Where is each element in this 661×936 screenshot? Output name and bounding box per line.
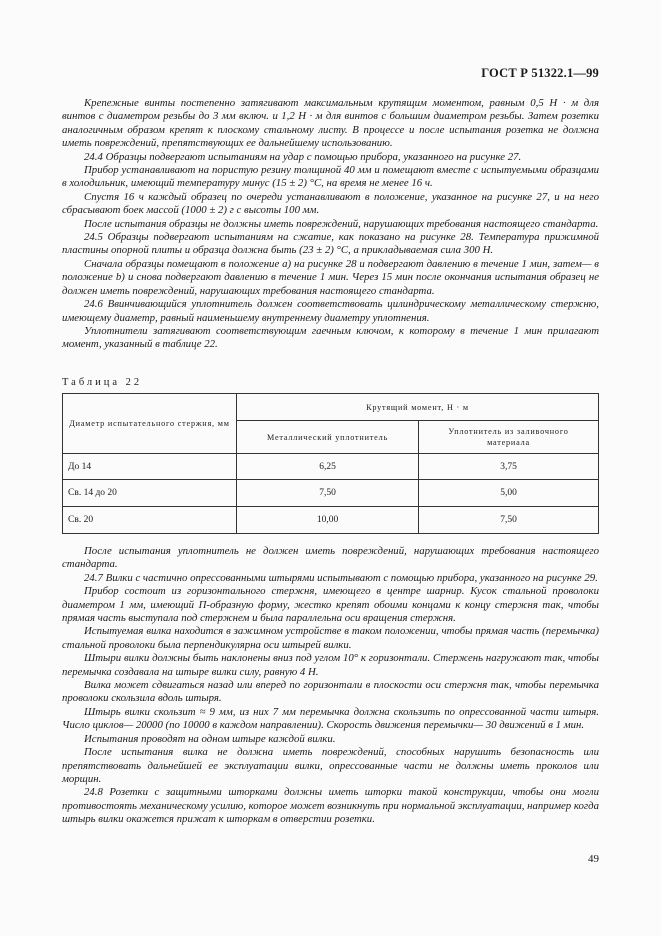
paragraph: 24.5 Образцы подвергают испытаниям на сжатие, как показано на рисунке 28. Температура прижимной пластины опорной плиты и образца должна быть (23 ± 2) °С, а прикладываемая сила 300 Н. — [62, 231, 599, 257]
top-text-block — [62, 97, 599, 352]
paragraph: 24.4 Образцы подвергают испытаниям на удар с помощью прибора, указанного на рисунке 27. — [84, 150, 522, 163]
table-row — [63, 507, 599, 534]
cell-metal: 6,25 — [237, 454, 419, 480]
paragraph: После испытания вилка не должна иметь повреждений, способных нарушить безопасность или препятствовать дальнейшей ее эксплуатации вилки, опрессованные части не должны иметь проколов или морщин. — [62, 746, 599, 785]
paragraph: Испытания проводят на одном штыре каждой вилки. — [84, 732, 336, 745]
header-cast-seal: Уплотнитель из заливочного материала — [419, 421, 599, 454]
cell-metal: 10,00 — [237, 507, 419, 534]
paragraph: Испытуемая вилка находится в зажимном устройстве в таком положении, чтобы прямая часть (перемычка) стальной проволоки была перпендикулярна оси штырей вилки. — [62, 625, 599, 651]
paragraph: Прибор устанавливают на пористую резину толщиной 40 мм и помещают вместе с испытуемыми образцами в холодильник, имеющий температуру минус (15 ± 2) °С, на время не менее 16 ч. — [62, 164, 599, 190]
paragraph: Штырь вилки скользит ≈ 9 мм, из них 7 мм перемычка должна скользить по опрессованной части штыря. Число циклов— 20000 (по 10000 в каждом направлении). Скорость движения перемычки— 30 движений в 1 мин. — [62, 705, 599, 732]
paragraph: 24.6 Ввинчивающийся уплотнитель должен соответствовать цилиндрическому металлическому стержню, имеющему диаметр, равный наименьшему внутреннему диаметру уплотнения. — [62, 298, 599, 324]
paragraph: Вилка может сдвигаться назад или вперед по горизонтали в плоскости оси стержня так, чтобы перемычка проволоки скользила вдоль штыря. — [62, 679, 599, 705]
table-row — [63, 454, 599, 480]
paragraph: Уплотнители затягивают соответствующим гаечным ключом, к которому в течение 1 мин прилагают момент, указанный в таблице 22. — [62, 324, 599, 351]
torque-table — [62, 393, 599, 534]
paragraph: Крепежные винты постепенно затягивают максимальным крутящим моментом, равным 0,5 Н · м для винтов с диаметром резьбы до 3 мм включ. и 1,2 Н · м для винтов с большим диаметром резьбы. Затем розетки аналогичным образом крепят к плоскому стальному листу. В процессе и после испытания розетка не должна иметь повреждений, препятствующих ее дальнейшему использованию. — [62, 97, 599, 150]
header-metal-seal: Металлический уплотнитель — [237, 421, 419, 454]
header-torque: Крутящий момент, Н · м — [237, 394, 599, 421]
table-row — [63, 480, 599, 507]
paragraph: Прибор состоит из горизонтального стержня, имеющего в центре шарнир. Кусок стальной проволоки диаметром 1 мм, имеющий П-образную форму, жестко крепят обоими концами к концу стержня так, чтобы прямая часть выступала под стержнем и была параллельна оси вращения стержня. — [62, 585, 599, 625]
document-header: ГОСТ Р 51322.1—99 — [481, 66, 599, 80]
page-number: 49 — [588, 853, 599, 865]
paragraph: Спустя 16 ч каждый образец по очереди устанавливают в положение, указанное на рисунке 27, и на него сбрасывают боек массой (1000 ± 2) г с высоты 100 мм. — [62, 190, 599, 217]
table-caption: Таблица 22 — [62, 377, 143, 388]
paragraph: После испытания уплотнитель не должен иметь повреждений, нарушающих требования настоящего стандарта. — [62, 545, 599, 571]
cell-cast: 7,50 — [419, 507, 599, 534]
paragraph: После испытания образцы не должны иметь повреждений, нарушающих требования настоящего стандарта. — [84, 217, 599, 230]
paragraph: Сначала образцы помещают в положение а) на рисунке 28 и подвергают давлению в течение 1 мин, затем— в положение b) и снова подвергают давлению в течение 1 мин. Через 15 мин после окончания испытания образец не должен иметь повреждений, нарушающих требования настоящего стандарта. — [62, 257, 599, 297]
header-diameter: Диаметр испытательного стержня, мм — [63, 394, 237, 454]
paragraph: 24.7 Вилки с частично опрессованными штырями испытывают с помощью прибора, указанного на рисунке 29. — [84, 571, 598, 584]
row-label: До 14 — [63, 454, 237, 480]
paragraph: Штыри вилки должны быть наклонены вниз под углом 10° к горизонтали. Стержень нагружают так, чтобы перемычка создавала на штыре вилки силу, равную 4 Н. — [62, 652, 599, 678]
cell-metal: 7,50 — [237, 480, 419, 507]
cell-cast: 3,75 — [419, 454, 599, 480]
row-label: Св. 14 до 20 — [63, 480, 237, 507]
bottom-text-block — [62, 545, 599, 827]
row-label: Св. 20 — [63, 507, 237, 534]
cell-cast: 5,00 — [419, 480, 599, 507]
paragraph: 24.8 Розетки с защитными шторками должны иметь шторки такой конструкции, чтобы они могли противостоять механическому усилию, которое может возникнуть при нормальной эксплуатации, например когда штырь вилки окажется прижат к шторкам в отверстии розетки. — [62, 786, 599, 826]
